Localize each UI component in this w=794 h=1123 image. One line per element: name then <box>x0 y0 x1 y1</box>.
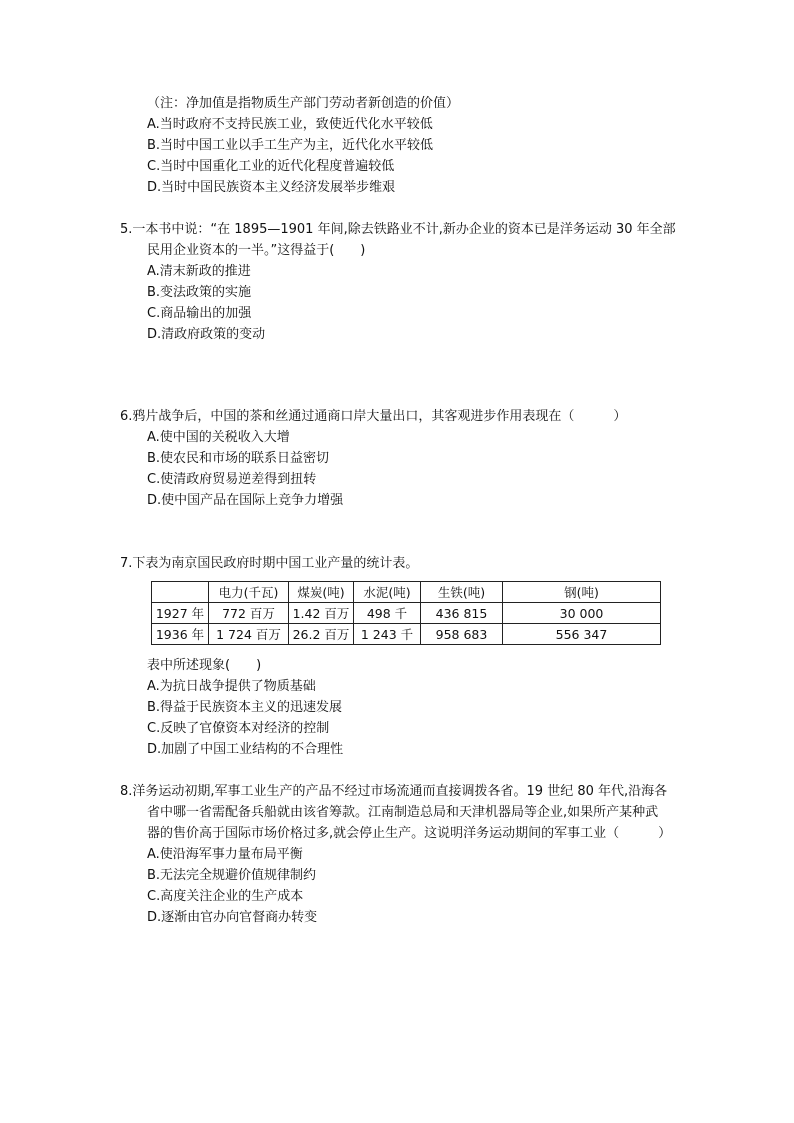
q8-option-d: D.逐渐由官办向官督商办转变 <box>147 910 318 925</box>
q6-option-c: C.使清政府贸易逆差得到扭转 <box>147 472 317 487</box>
q8-option-c: C.高度关注企业的生产成本 <box>147 889 304 904</box>
table-header-cell: 钢(吨) <box>503 582 661 603</box>
q7-stem: 7.下表为南京国民政府时期中国工业产量的统计表。 <box>120 556 419 571</box>
q7-after-table: 表中所述现象( ) <box>147 658 262 673</box>
q5-option-c: C.商品输出的加强 <box>147 306 252 321</box>
q7-option-a: A.为抗日战争提供了物质基础 <box>147 679 316 694</box>
table-cell: 556 347 <box>503 624 661 645</box>
q5-option-b: B.变法政策的实施 <box>147 285 252 300</box>
table-header-cell: 水泥(吨) <box>354 582 421 603</box>
table-row <box>152 624 661 645</box>
q6-option-d: D.使中国产品在国际上竞争力增强 <box>147 493 344 508</box>
industrial-output-table <box>151 581 661 645</box>
q8-stem-line3: 器的售价高于国际市场价格过多,就会停止生产。这说明洋务运动期间的军事工业（ ） <box>147 826 672 841</box>
table-cell: 772 百万 <box>209 603 289 624</box>
table-cell: 436 815 <box>421 603 503 624</box>
q8-stem-line1: 8.洋务运动初期,军事工业生产的产品不经过市场流通而直接调拨各省。19 世纪 80 年代,沿海各 <box>120 784 668 799</box>
q5-option-d: D.清政府政策的变动 <box>147 327 266 342</box>
table-cell: 1 243 千 <box>354 624 421 645</box>
table-header-cell: 煤炭(吨) <box>289 582 354 603</box>
q7-option-c: C.反映了官僚资本对经济的控制 <box>147 721 330 736</box>
table-row <box>152 603 661 624</box>
q8-option-b: B.无法完全规避价值规律制约 <box>147 868 317 883</box>
q5-stem-line1: 5.一本书中说：“在 1895—1901 年间,除去铁路业不计,新办企业的资本已是洋务运动 30 年全部 <box>120 222 676 237</box>
q7-option-b: B.得益于民族资本主义的迅速发展 <box>147 700 343 715</box>
table-cell: 30 000 <box>503 603 661 624</box>
table-cell: 1927 年 <box>152 603 209 624</box>
table-header-cell: 电力(千瓦) <box>209 582 289 603</box>
q4-option-c: C.当时中国重化工业的近代化程度普遍较低 <box>147 159 395 174</box>
q4-note: （注：净加值是指物质生产部门劳动者新创造的价值） <box>147 96 460 111</box>
q6-option-b: B.使农民和市场的联系日益密切 <box>147 451 330 466</box>
q5-stem-line2: 民用企业资本的一半。”这得益于( ) <box>147 243 366 258</box>
table-cell: 1 724 百万 <box>209 624 289 645</box>
table-header-cell <box>152 582 209 603</box>
q4-option-a: A.当时政府不支持民族工业，致使近代化水平较低 <box>147 117 433 132</box>
table-cell: 958 683 <box>421 624 503 645</box>
table-cell: 1.42 百万 <box>289 603 354 624</box>
table-cell: 1936 年 <box>152 624 209 645</box>
q8-stem-line2: 省中哪一省需配备兵船就由该省筹款。江南制造总局和天津机器局等企业,如果所产某种武 <box>147 805 659 820</box>
q6-stem: 6.鸦片战争后，中国的茶和丝通过通商口岸大量出口，其客观进步作用表现在（ ） <box>120 409 627 424</box>
q5-option-a: A.清末新政的推进 <box>147 264 251 279</box>
q4-option-d: D.当时中国民族资本主义经济发展举步维艰 <box>147 180 396 195</box>
q6-option-a: A.使中国的关税收入大增 <box>147 430 290 445</box>
table-header-cell: 生铁(吨) <box>421 582 503 603</box>
q4-option-b: B.当时中国工业以手工生产为主，近代化水平较低 <box>147 138 434 153</box>
table-cell: 498 千 <box>354 603 421 624</box>
q8-option-a: A.使沿海军事力量布局平衡 <box>147 847 303 862</box>
q7-option-d: D.加剧了中国工业结构的不合理性 <box>147 742 344 757</box>
table-header-row <box>152 582 661 603</box>
table-cell: 26.2 百万 <box>289 624 354 645</box>
